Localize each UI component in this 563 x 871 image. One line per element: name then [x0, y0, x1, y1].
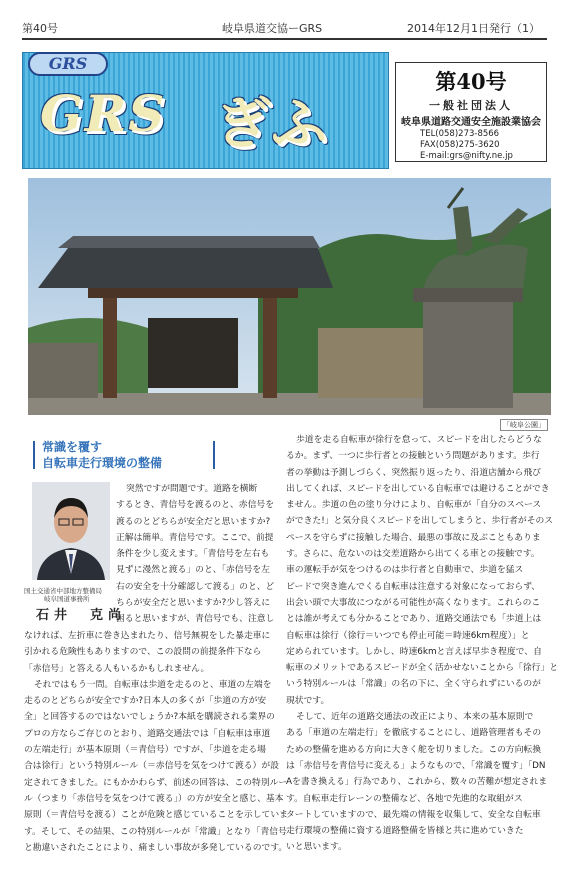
body-line: す。さらに、危ないのは交差道路から出てくる車との接触です。: [286, 549, 540, 560]
body-line: 原則（＝青信号を渡る）ことが危険と感じていることを示していま: [24, 810, 288, 821]
body-line: るか。まず、一つに歩行者との接触という問題があります。歩行: [286, 451, 540, 462]
headline-bar-left: [33, 441, 35, 469]
photo-caption: 「岐阜公園」: [500, 419, 548, 431]
article-headline-line2: 自転車走行環境の整備: [42, 456, 163, 470]
body-line: 定されてきました。にもかかわらず、前述の回答は、この特別ルー: [24, 777, 288, 788]
body-line: 全」と回答するのではないでしょうか?本紙を購読される業界の: [24, 712, 275, 723]
body-line: 条件を少し変えます。「青信号を左右も: [116, 549, 270, 560]
body-line: Aを書き換える」行為であり、これから、数々の苦難が想定されま: [286, 777, 548, 788]
body-line: 渡るのとどちらが安全だと思いますか?: [116, 516, 271, 527]
fax-number: FAX(058)275-3620: [420, 140, 500, 150]
grs-logo-badge: GRS: [28, 52, 108, 76]
body-line: 右の安全を十分確認して渡る」のと、ど: [116, 581, 275, 592]
body-line: 「赤信号」と答える人もいるかもしれません。: [24, 663, 210, 674]
body-line: いと思います。: [286, 842, 347, 853]
body-line: そして、近年の道路交通法の改正により、本来の基本原則で: [296, 712, 534, 723]
header-rule: [22, 38, 547, 40]
info-issue-number: 第40号: [435, 69, 507, 94]
email-address: E-mail:grs@nifty.ne.jp: [420, 151, 513, 161]
headline-bar-right: [213, 441, 215, 469]
body-line: タートしていますので、最先端の情報を収集して、安全な自転車: [286, 809, 541, 820]
body-line: 現状です。: [286, 695, 330, 706]
tel-number: TEL(058)273-8566: [420, 129, 500, 139]
article-right-column: [286, 432, 558, 856]
body-line: ちらが安全だと思いますか?少し答えに: [116, 598, 271, 609]
body-line: 出会い頭で大事故につながる可能性が高くなります。これらのこ: [286, 597, 541, 608]
body-line: 突然ですが問題です。道路を横断: [126, 484, 258, 494]
body-line: 正解は簡単。青信号です。ここで、前提: [116, 532, 274, 543]
body-line: ピードで突き進んでくる自転車は注意する対象になっておらず、: [286, 581, 541, 592]
org-name: 岐阜県道路交通安全施設業協会: [401, 117, 541, 128]
body-line: ための整備を進める方向に大きく舵を切りました。この方向転換: [286, 744, 542, 755]
body-line: 者の挙動は予測しづらく、突然振り返ったり、沿道店舗から飛び: [286, 467, 541, 478]
gate-and-statue-illustration: [28, 178, 551, 415]
body-line: 困ると思いますが、青信号でも、注意し: [116, 614, 275, 625]
body-line: 車の運転手が気をつけるのは歩行者と自動車で、歩道を猛ス: [286, 565, 524, 576]
author-office: 岐阜国道事務所: [44, 595, 90, 603]
body-line: とは誰が考えても分かることであり、道路交通法でも「歩道上は: [286, 614, 542, 625]
body-line: プロの方ならご存じのとおり、道路交通法では「自転車は車道: [24, 728, 271, 739]
issue-number: 第40号: [22, 22, 58, 35]
body-line: 走るのとどちらが安全ですか?日本人の多くが「歩道の方が安: [24, 696, 267, 707]
body-line: ある「車道の左端走行」を徹底することにし、道路管理者もその: [286, 728, 542, 739]
body-line: いう特別ルールは「常識」の名の下に、全く守られずにいるのが: [286, 679, 541, 690]
gifu-park-photo: [28, 178, 551, 415]
masthead-title-kana: ぎふ: [215, 91, 327, 157]
body-line: ル（つまり「赤信号を気をつけて渡る」）の方が安全と感じ、基本: [24, 793, 284, 804]
body-line: 見ずに漫然と渡る」のと、「赤信号を左: [116, 565, 270, 576]
body-line: 合は徐行」という特別ルール（＝赤信号を気をつけて渡る）が設: [24, 761, 279, 772]
masthead-title-latin: GRS: [40, 84, 167, 143]
body-line: ません。歩道の色の塗り分けにより、自転車が「自分のスペース: [286, 500, 542, 511]
body-line: それではもう一問。自転車は歩道を走るのと、車道の左端を: [34, 679, 272, 690]
body-line: す。そして、その結果、この特別ルールが「常識」となり「青信号: [24, 826, 287, 837]
body-line: なければ、左折車に巻き込まれたり、信号無視をした暴走車に: [24, 631, 271, 641]
author-name: 石井 克尚: [36, 608, 127, 623]
body-line: 引かれる危険性もありますので、この設問の前提条件下なら: [24, 647, 262, 658]
article-headline-line1: 常識を覆す: [42, 440, 103, 454]
body-line: 定められています。しかし、時速6kmと言えば早歩き程度で、自: [286, 646, 542, 657]
body-line: ペースを守らずに接触した場合、最悪の事故に及ぶこともありま: [286, 532, 541, 543]
issue-date: 2014年12月1日発行（1）: [407, 22, 540, 35]
author-portrait: [32, 482, 110, 580]
body-line: 転車のメリットであるスピードが全く活かせないことから「徐行」と: [286, 663, 559, 674]
body-line: 走行環境の整備に資する道路整備を皆様と共に進めていきた: [286, 826, 524, 837]
author-photo: [32, 482, 110, 580]
publisher-name: 岐阜県道交協ーGRS: [222, 22, 323, 35]
page-header: [22, 20, 547, 36]
body-line: 自転車は徐行（徐行＝いつでも停止可能＝時速6km程度）」と: [286, 630, 530, 641]
body-line: の左端走行」が基本原則（＝青信号）ですが、「歩道を走る場: [24, 745, 266, 756]
body-line: ができた!」と気分良くスピードを出してしまうと、歩行者がそのス: [286, 516, 554, 527]
body-line: 出してくれば、スピードを出している自転車では避けることができ: [286, 483, 550, 494]
article-intro-column: [116, 481, 274, 628]
body-line: 歩道を走る自転車が徐行を怠って、スピードを出したらどうな: [296, 435, 542, 445]
body-line: するとき、青信号を渡るのと、赤信号を: [116, 500, 274, 511]
body-line: す。自転車走行レーンの整備など、各地で先進的な取組がス: [286, 793, 523, 804]
author-affiliation: 国土交通省中部地方整備局: [24, 587, 102, 595]
article-left-column: [24, 628, 288, 856]
body-line: と勘違いされたことにより、痛ましい事故が多発しているのです。: [24, 842, 288, 853]
contact-block: [420, 129, 513, 162]
body-line: は「赤信号を青信号に変える」ようなもので、「常識を覆す」「DN: [286, 760, 546, 771]
org-type: 一般社団法人: [429, 99, 513, 112]
